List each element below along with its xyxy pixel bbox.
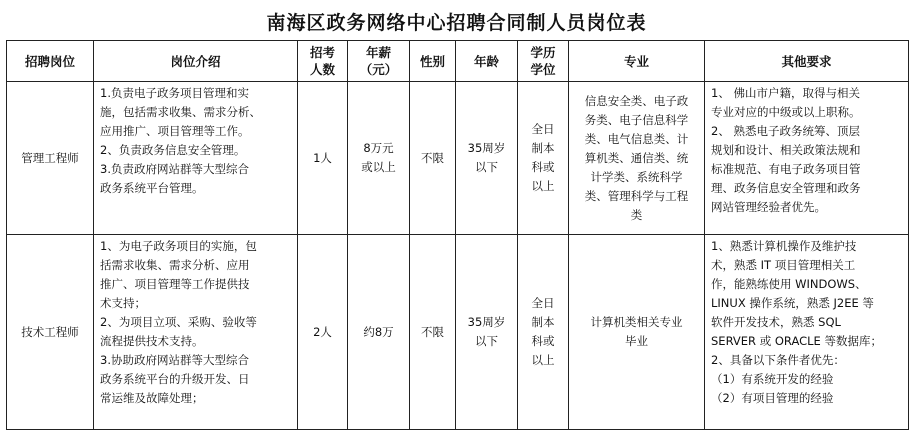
cell-age: 35周岁 以下 [456, 82, 518, 235]
cell-position: 技术工程师 [7, 235, 94, 430]
header-intro: 岗位介绍 [94, 41, 298, 82]
header-edu: 学历 学位 [518, 41, 569, 82]
page-title: 南海区政务网络中心招聘合同制人员岗位表 [266, 12, 647, 34]
cell-gender: 不限 [410, 235, 456, 430]
cell-count: 2人 [298, 235, 348, 430]
cell-salary: 约8万 [348, 235, 410, 430]
header-major: 专业 [569, 41, 705, 82]
table-row [7, 235, 909, 430]
job-positions-table [6, 40, 909, 430]
cell-salary: 8万元 或以上 [348, 82, 410, 235]
header-age: 年龄 [456, 41, 518, 82]
cell-edu: 全日 制本 科或 以上 [518, 82, 569, 235]
cell-edu: 全日 制本 科或 以上 [518, 235, 569, 430]
cell-other: 1、熟悉计算机操作及维护技 术，熟悉 IT 项目管理相关工 作，能熟练使用 WINDOWS、 LINUX 操作系统，熟悉 J2EE 等 软件开发技术，熟悉 SQL SERVER 或 ORACLE 等数据库； 2、具备以下条件者优先： （1）有系统开发的经验 （2）有项目管理的经验 [705, 235, 909, 430]
header-salary: 年薪 （元） [348, 41, 410, 82]
header-position: 招聘岗位 [7, 41, 94, 82]
cell-gender: 不限 [410, 82, 456, 235]
cell-other: 1、 佛山市户籍，取得与相关 专业对应的中级或以上职称。 2、 熟悉电子政务统筹、顶层 规划和设计、相关政策法规和 标准规范、有电子政务项目管 理、政务信息安全管理和政务 网站管理经验者优先。 [705, 82, 909, 235]
table-row [7, 82, 909, 235]
cell-count: 1人 [298, 82, 348, 235]
cell-major: 计算机类相关专业 毕业 [569, 235, 705, 430]
cell-age: 35周岁 以下 [456, 235, 518, 430]
cell-intro: 1.负责电子政务项目管理和实 施，包括需求收集、需求分析、 应用推广、项目管理等工作。 2、负责政务信息安全管理。 3.负责政府网站群等大型综合 政务系统平台管理。 [94, 82, 298, 235]
header-other: 其他要求 [705, 41, 909, 82]
cell-major: 信息安全类、电子政 务类、电子信息科学 类、电气信息类、计 算机类、通信类、统 计学类、系统科学 类、管理科学与工程 类 [569, 82, 705, 235]
header-count: 招考 人数 [298, 41, 348, 82]
cell-position: 管理工程师 [7, 82, 94, 235]
header-gender: 性别 [410, 41, 456, 82]
header-row [7, 41, 909, 82]
cell-intro: 1、为电子政务项目的实施，包 括需求收集、需求分析、应用 推广、项目管理等工作提供技 术支持； 2、为项目立项、采购、验收等 流程提供技术支持。 3.协助政府网站群等大型综合 政务系统平台的升级开发、日 常运维及故障处理； [94, 235, 298, 430]
